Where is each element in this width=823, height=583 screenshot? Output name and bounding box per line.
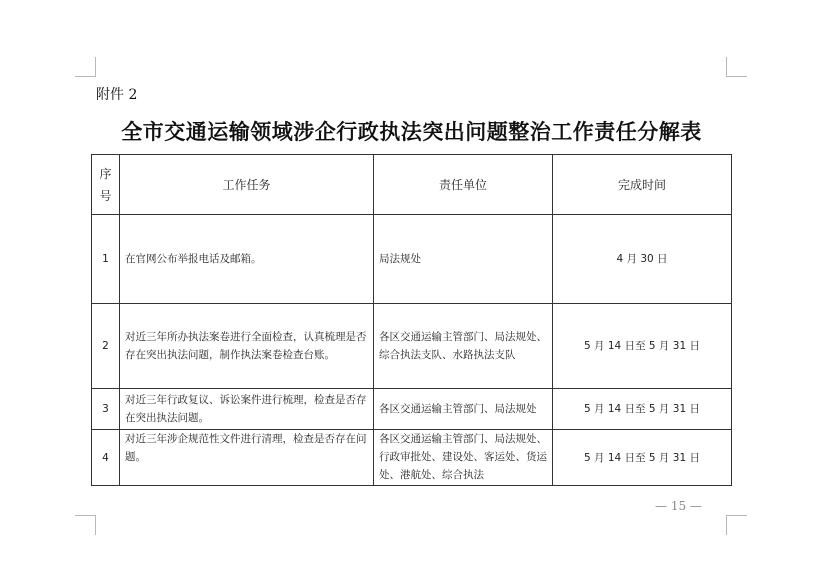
row-unit: 局法规处 — [374, 215, 553, 304]
header-seq — [92, 155, 120, 215]
row-time: 4 月 30 日 — [553, 215, 732, 304]
responsibility-table — [91, 154, 732, 486]
crop-mark-top-right-v — [726, 57, 727, 77]
table-row — [92, 304, 732, 389]
row-time: 5 月 14 日至 5 月 31 日 — [553, 389, 732, 430]
table-header-row — [92, 155, 732, 215]
row-task: 对近三年行政复议、诉讼案件进行梳理，检查是否存在突出执法问题。 — [120, 389, 374, 430]
row-unit: 各区交通运输主管部门、局法规处 — [374, 389, 553, 430]
crop-mark-bottom-left-v — [95, 515, 96, 535]
header-seq-line1: 序 — [99, 166, 112, 181]
table-row — [92, 389, 732, 430]
row-seq: 1 — [92, 215, 120, 304]
header-unit: 责任单位 — [374, 155, 553, 215]
header-time: 完成时间 — [553, 155, 732, 215]
attachment-label: 附件 2 — [96, 87, 138, 103]
row-seq: 3 — [92, 389, 120, 430]
crop-mark-top-right-h — [726, 76, 747, 77]
row-task: 对近三年所办执法案卷进行全面检查，认真梳理是否存在突出执法问题，制作执法案卷检查台账。 — [120, 304, 374, 389]
page-number: — 15 — — [655, 499, 702, 513]
crop-mark-top-left-h — [75, 76, 96, 77]
row-seq: 4 — [92, 430, 120, 486]
crop-mark-bottom-right-v — [726, 515, 727, 535]
crop-mark-bottom-right-h — [726, 515, 747, 516]
header-seq-line2: 号 — [99, 188, 112, 203]
crop-mark-top-left-v — [95, 57, 96, 77]
table-row — [92, 430, 732, 486]
row-unit: 各区交通运输主管部门、局法规处、综合执法支队、水路执法支队 — [374, 304, 553, 389]
row-task: 在官网公布举报电话及邮箱。 — [120, 215, 374, 304]
row-time: 5 月 14 日至 5 月 31 日 — [553, 430, 732, 486]
document-title: 全市交通运输领域涉企行政执法突出问题整治工作责任分解表 — [121, 119, 702, 144]
table-row — [92, 215, 732, 304]
row-task: 对近三年涉企规范性文件进行清理，检查是否存在问题。 — [120, 430, 374, 486]
row-unit: 各区交通运输主管部门、局法规处、行政审批处、建设处、客运处、货运处、港航处、综合执法 — [374, 430, 553, 486]
row-seq: 2 — [92, 304, 120, 389]
crop-mark-bottom-left-h — [75, 515, 96, 516]
header-task: 工作任务 — [120, 155, 374, 215]
row-time: 5 月 14 日至 5 月 31 日 — [553, 304, 732, 389]
